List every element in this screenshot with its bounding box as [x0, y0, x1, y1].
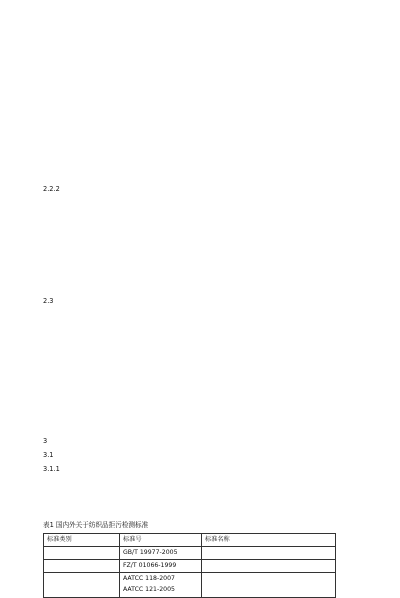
- section-3: [43, 437, 371, 516]
- text-line: [43, 353, 371, 362]
- table-header-row: [44, 534, 336, 547]
- text-line: [43, 93, 371, 102]
- standard-category: [44, 560, 120, 573]
- text-line: [43, 167, 371, 176]
- text-line: [43, 479, 371, 488]
- text-line: [43, 339, 371, 348]
- section-heading: 2.2.2: [43, 185, 60, 193]
- text-line: [43, 153, 371, 162]
- table-row: [44, 573, 336, 598]
- standard-numbers: [120, 573, 202, 598]
- text-line: [43, 241, 371, 250]
- standard-number: FZ/T 01066-1999: [120, 560, 202, 573]
- text-line: [43, 255, 371, 264]
- standard-name: [202, 547, 336, 560]
- paragraph-3: [43, 125, 371, 176]
- text-line: [43, 213, 371, 222]
- table-row: [44, 560, 336, 573]
- text-line: [43, 283, 371, 292]
- text-line: [43, 381, 371, 390]
- table-header-cell: 标准号: [120, 534, 202, 547]
- subsubsection-heading: 3.1.1: [43, 465, 60, 473]
- text-line: [43, 199, 371, 208]
- standard-number: AATCC 118-2007: [123, 575, 175, 582]
- paragraph-2: [43, 65, 371, 116]
- text-line: [43, 139, 371, 148]
- standard-name: [202, 560, 336, 573]
- text-line: [43, 125, 371, 134]
- text-line: [43, 423, 371, 432]
- text-line: [43, 367, 371, 376]
- table-header-cell: 标准名称: [202, 534, 336, 547]
- section-heading: 3: [43, 437, 48, 445]
- text-line: [43, 65, 371, 74]
- text-line: [43, 325, 371, 334]
- table-header-cell: 标准类别: [44, 534, 120, 547]
- text-line: [43, 409, 371, 418]
- text-line: [43, 47, 371, 56]
- standard-name: [205, 584, 332, 595]
- section-2-3: [43, 297, 371, 432]
- text-line: [43, 395, 371, 404]
- standard-category: [44, 547, 120, 560]
- standard-number: AATCC 121-2005: [123, 586, 175, 593]
- standard-names: [202, 573, 336, 598]
- section-heading: 2.3: [43, 297, 54, 305]
- standard-category: [44, 573, 120, 598]
- paragraph-1: [43, 33, 371, 56]
- text-line: [43, 227, 371, 236]
- section-2-2-2: [43, 185, 371, 292]
- table-caption: 表1 国内外关于纺织品拒污检测标准: [43, 521, 149, 529]
- text-line: [43, 311, 371, 320]
- standard-name: [205, 573, 332, 584]
- subsection-heading: 3.1: [43, 451, 54, 459]
- text-line: [43, 79, 371, 88]
- standard-number: GB/T 19977-2005: [120, 547, 202, 560]
- text-line: [43, 33, 371, 42]
- text-line: [43, 507, 371, 516]
- text-line: [43, 493, 371, 502]
- text-line: [43, 269, 371, 278]
- table-row: [44, 547, 336, 560]
- text-line: [43, 107, 371, 116]
